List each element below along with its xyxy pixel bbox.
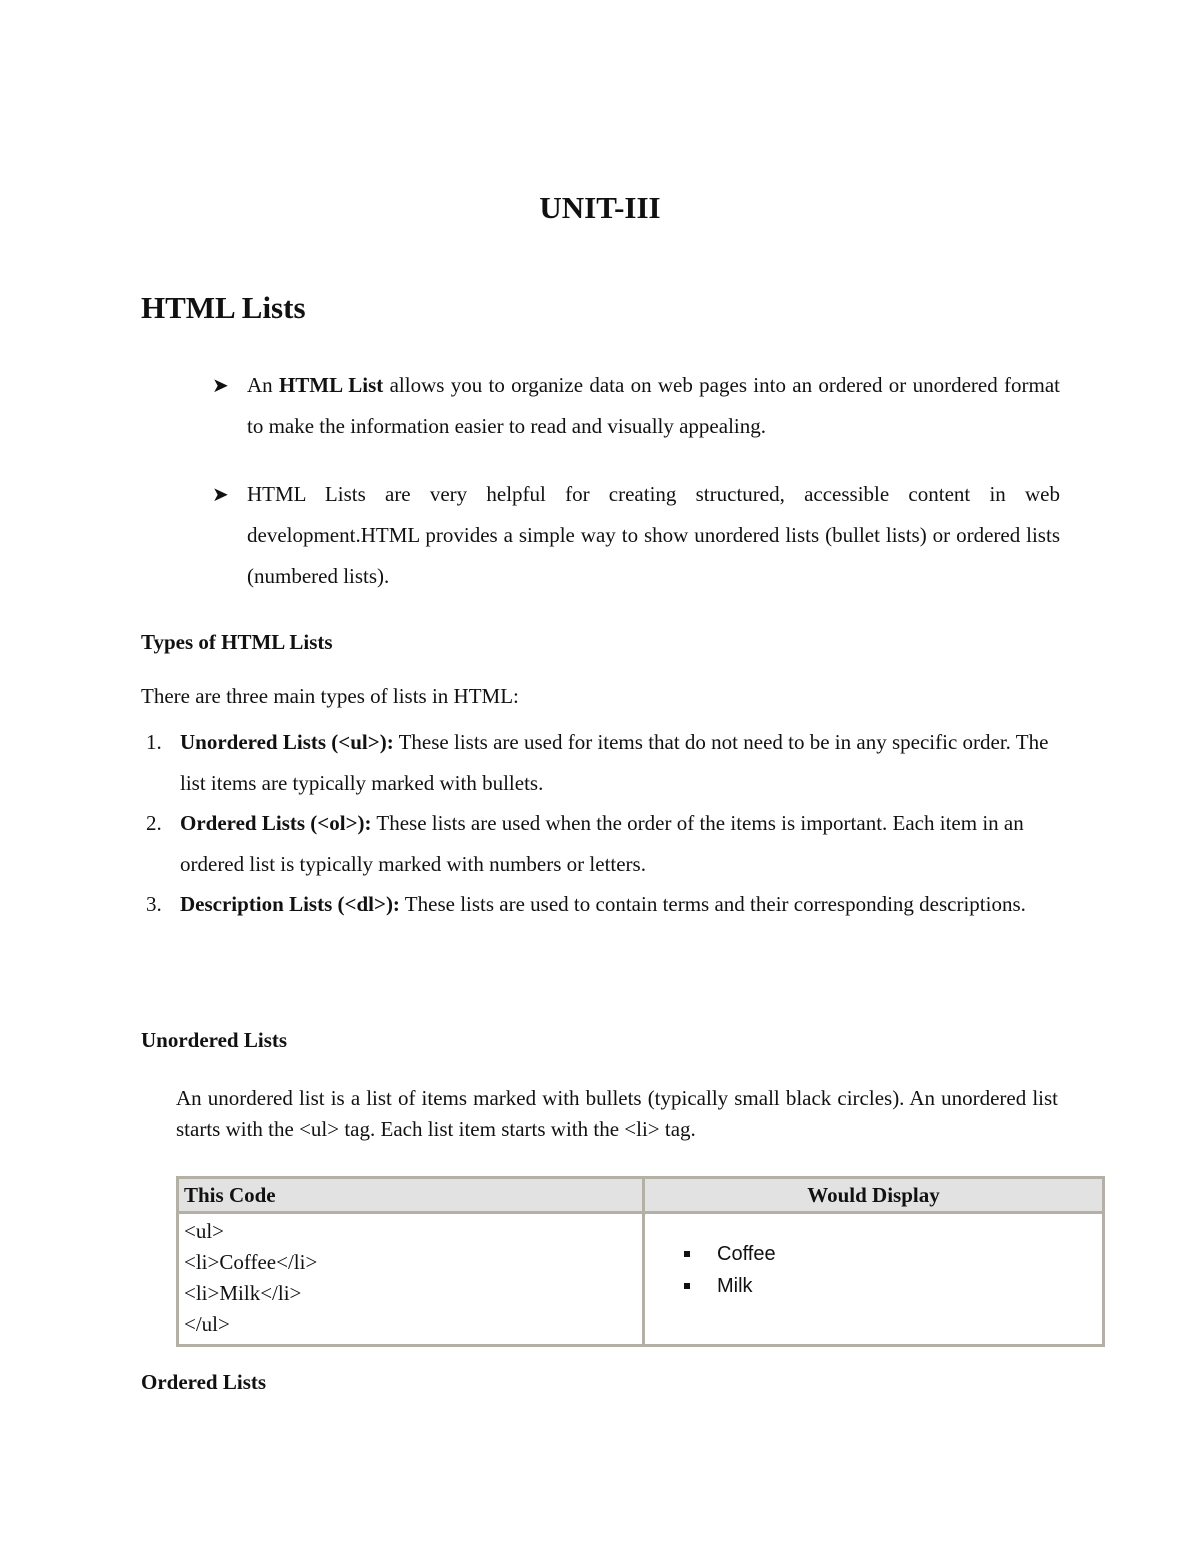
intro-bullet-list [212,365,1060,624]
types-list [141,722,1061,925]
types-heading: Types of HTML Lists [141,630,333,654]
list-item [684,1238,1097,1270]
bullet-bold-term: HTML List [278,373,384,397]
code-line: <ul> [184,1219,225,1243]
unit-title: UNIT-III [539,190,661,225]
intro-bullet-item [212,474,1060,597]
unordered-lists-paragraph: An unordered list is a list of items marked with bullets (typically small black circles). An unordered list starts with the <ul> tag. Each list item starts with the <li> tag. [176,1086,1058,1141]
types-list-item [141,884,1061,925]
list-number: 2. [146,811,162,835]
bullet-text-prefix: An [247,373,279,397]
square-bullet-icon [684,1251,690,1257]
list-number: 3. [146,892,162,916]
code-line: <li>Milk</li> [184,1281,302,1305]
table-row [179,1214,1102,1344]
code-example-table [176,1176,1105,1347]
bullet-text: allows you to organize data on web pages into an ordered or unordered format to make the information easier to read and visually appealing. [247,373,1060,438]
types-list-item [141,722,1061,803]
types-intro: There are three main types of lists in HTML: [141,684,519,708]
display-cell [645,1214,1102,1344]
type-description: These lists are used when the order of the items is important. Each item in an ordered list is typically marked with numbers or letters. [180,811,1024,876]
code-line: <li>Coffee</li> [184,1250,318,1274]
type-description: These lists are used for items that do not need to be in any specific order. The list items are typically marked with bullets. [180,730,1049,795]
code-line: </ul> [184,1312,230,1336]
display-list [650,1238,1097,1302]
type-label: Ordered Lists (<ol>): [180,811,372,835]
code-cell [179,1214,645,1344]
bullet-text: HTML Lists are very helpful for creating structured, accessible content in web development.HTML provides a simple way to show unordered lists (bullet lists) or ordered lists (numbered lists). [247,482,1060,588]
square-bullet-icon [684,1283,690,1289]
table-header-row [179,1179,1102,1214]
display-item-text: Coffee [717,1243,776,1265]
type-label: Unordered Lists (<ul>): [180,730,394,754]
header-code: This Code [179,1179,645,1214]
header-display: Would Display [645,1179,1102,1214]
type-description: These lists are used to contain terms and their corresponding descriptions. [399,892,1026,916]
intro-bullet-item [212,365,1060,447]
type-label: Description Lists (<dl>): [180,892,400,916]
list-number: 1. [146,730,162,754]
list-item [684,1270,1097,1302]
ordered-lists-heading: Ordered Lists [141,1370,267,1394]
display-item-text: Milk [717,1275,753,1297]
arrow-bullet-icon: ➤ [212,373,229,397]
section-title: HTML Lists [141,290,306,325]
arrow-bullet-icon: ➤ [212,482,229,506]
unordered-lists-heading: Unordered Lists [141,1028,288,1052]
types-list-item [141,803,1061,884]
